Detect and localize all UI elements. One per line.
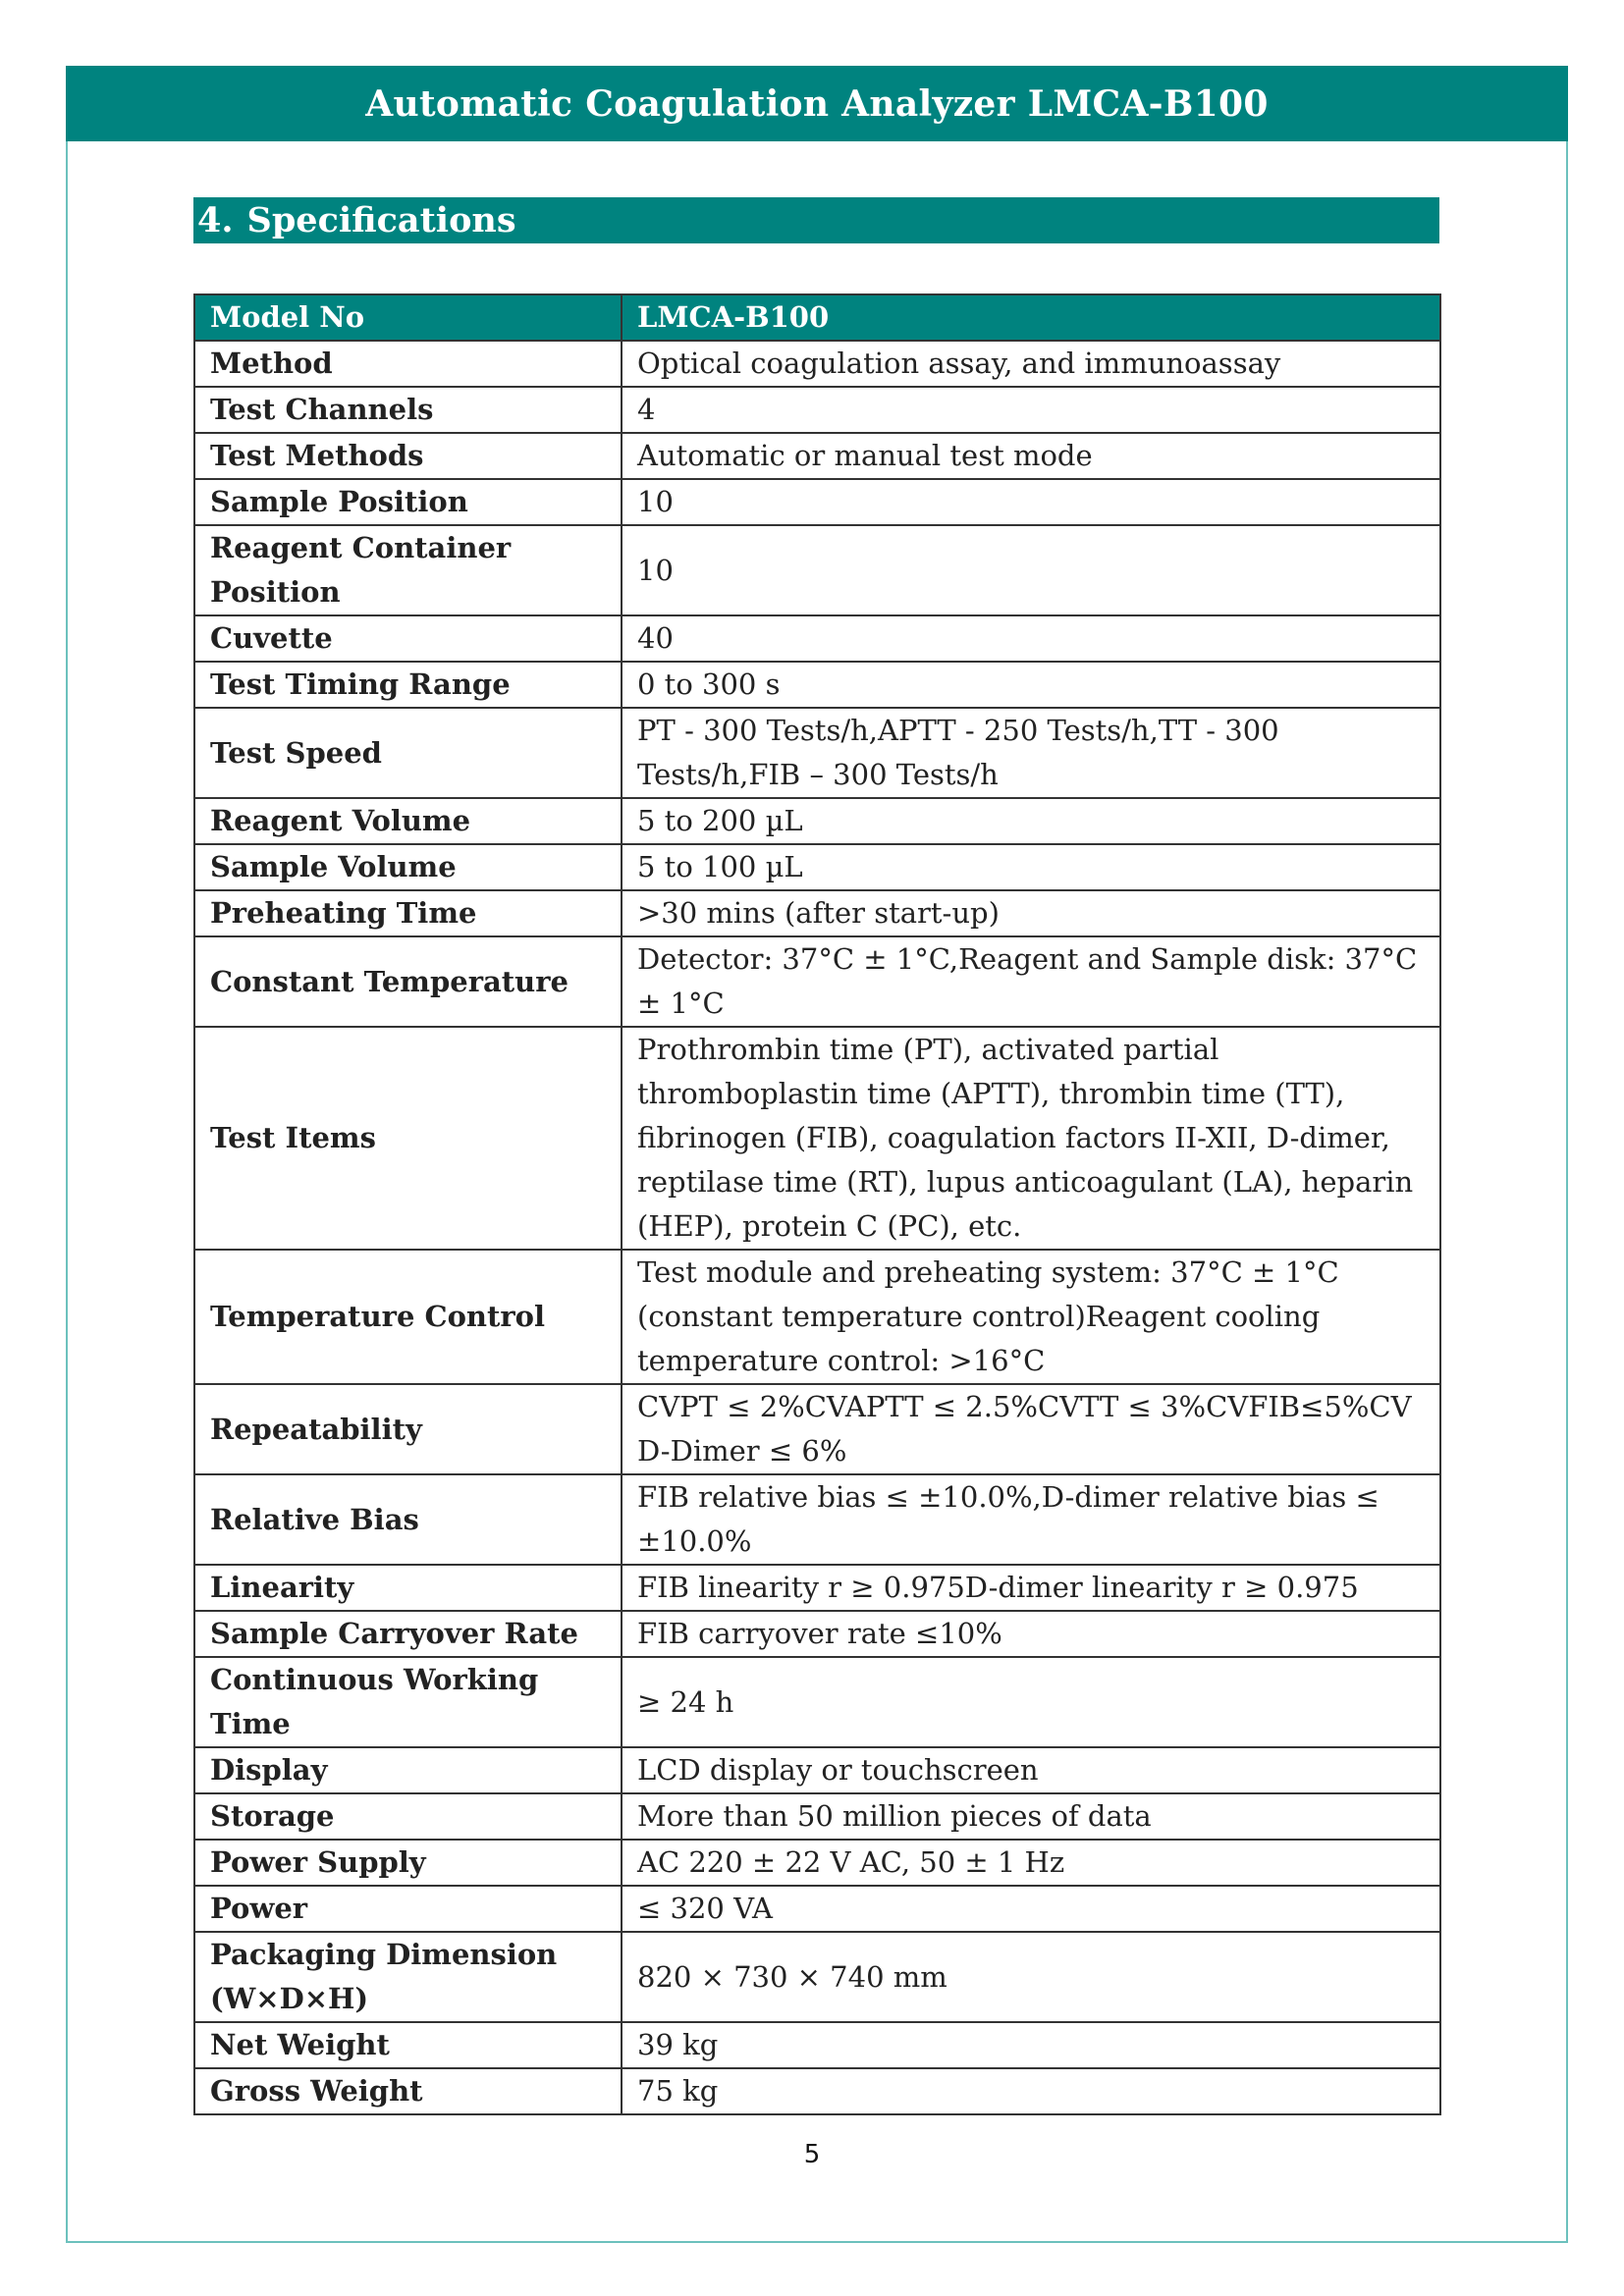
spec-label: Sample Volume	[194, 844, 622, 890]
table-row	[194, 844, 1440, 890]
table-row	[194, 615, 1440, 662]
spec-label: Test Channels	[194, 387, 622, 433]
table-row	[194, 525, 1440, 615]
spec-label: Gross Weight	[194, 2068, 622, 2114]
spec-label: Relative Bias	[194, 1474, 622, 1565]
table-row	[194, 1793, 1440, 1840]
table-row	[194, 798, 1440, 844]
table-row	[194, 1565, 1440, 1611]
spec-value: 4	[622, 387, 1440, 433]
table-row	[194, 662, 1440, 708]
spec-label: Repeatability	[194, 1384, 622, 1474]
document-title: Automatic Coagulation Analyzer LMCA-B100	[365, 82, 1269, 125]
spec-value: FIB relative bias ≤ ±10.0%,D-dimer relative bias ≤ ±10.0%	[622, 1474, 1440, 1565]
table-row	[194, 2068, 1440, 2114]
table-row	[194, 341, 1440, 387]
spec-label: Test Timing Range	[194, 662, 622, 708]
spec-label: Method	[194, 341, 622, 387]
spec-label: Packaging Dimension (W×D×H)	[194, 1932, 622, 2022]
table-row	[194, 1657, 1440, 1747]
spec-label: Test Methods	[194, 433, 622, 479]
spec-value: Test module and preheating system: 37°C ± 1°C (constant temperature control)Reagent cooling temperature control: >16°C	[622, 1250, 1440, 1384]
spec-label: Storage	[194, 1793, 622, 1840]
spec-label: Display	[194, 1747, 622, 1793]
spec-value: 40	[622, 615, 1440, 662]
spec-value: 10	[622, 479, 1440, 525]
spec-label: Power Supply	[194, 1840, 622, 1886]
table-row	[194, 890, 1440, 936]
spec-value: 75 kg	[622, 2068, 1440, 2114]
spec-label: Test Items	[194, 1027, 622, 1250]
table-row	[194, 1932, 1440, 2022]
spec-value: PT - 300 Tests/h,APTT - 250 Tests/h,TT - 300 Tests/h,FIB – 300 Tests/h	[622, 708, 1440, 798]
section-title: Specifications	[246, 200, 516, 240]
spec-label: Temperature Control	[194, 1250, 622, 1384]
specifications-table	[193, 294, 1441, 2115]
spec-label: Continuous Working Time	[194, 1657, 622, 1747]
spec-value: FIB linearity r ≥ 0.975D-dimer linearity r ≥ 0.975	[622, 1565, 1440, 1611]
spec-value: 39 kg	[622, 2022, 1440, 2068]
table-row	[194, 2022, 1440, 2068]
spec-label: Linearity	[194, 1565, 622, 1611]
spec-label: Preheating Time	[194, 890, 622, 936]
spec-label: Reagent Container Position	[194, 525, 622, 615]
spec-label: Reagent Volume	[194, 798, 622, 844]
section-heading	[193, 197, 1439, 243]
spec-label: Power	[194, 1886, 622, 1932]
table-row	[194, 1250, 1440, 1384]
spec-label: Cuvette	[194, 615, 622, 662]
spec-value: Optical coagulation assay, and immunoassay	[622, 341, 1440, 387]
spec-label: Net Weight	[194, 2022, 622, 2068]
spec-value: ≥ 24 h	[622, 1657, 1440, 1747]
spec-value: Prothrombin time (PT), activated partial thromboplastin time (APTT), thrombin time (TT), fibrinogen (FIB), coagulation factors II-XII, D-dimer, reptilase time (RT), lupus anticoagulant (LA), heparin (HEP), protein C (PC), etc.	[622, 1027, 1440, 1250]
table-row	[194, 433, 1440, 479]
spec-value: 5 to 100 µL	[622, 844, 1440, 890]
table-row	[194, 1747, 1440, 1793]
spec-value: 820 × 730 × 740 mm	[622, 1932, 1440, 2022]
spec-label: Sample Carryover Rate	[194, 1611, 622, 1657]
table-row	[194, 1384, 1440, 1474]
spec-value: 5 to 200 µL	[622, 798, 1440, 844]
table-row	[194, 1027, 1440, 1250]
document-title-banner	[66, 66, 1568, 141]
specifications-body	[194, 341, 1440, 2114]
spec-value: 10	[622, 525, 1440, 615]
spec-value: LCD display or touchscreen	[622, 1747, 1440, 1793]
table-row	[194, 479, 1440, 525]
header-value-cell: LMCA-B100	[622, 294, 1440, 341]
spec-value: FIB carryover rate ≤10%	[622, 1611, 1440, 1657]
spec-value: More than 50 million pieces of data	[622, 1793, 1440, 1840]
table-row	[194, 1611, 1440, 1657]
table-header-row	[194, 294, 1440, 341]
table-row	[194, 1886, 1440, 1932]
spec-value: >30 mins (after start-up)	[622, 890, 1440, 936]
spec-value: AC 220 ± 22 V AC, 50 ± 1 Hz	[622, 1840, 1440, 1886]
table-row	[194, 1474, 1440, 1565]
section-number: 4.	[197, 200, 234, 240]
spec-value: CVPT ≤ 2%CVAPTT ≤ 2.5%CVTT ≤ 3%CVFIB≤5%CV D-Dimer ≤ 6%	[622, 1384, 1440, 1474]
spec-value: ≤ 320 VA	[622, 1886, 1440, 1932]
page-number: 5	[803, 2140, 821, 2169]
spec-label: Constant Temperature	[194, 936, 622, 1027]
spec-label: Sample Position	[194, 479, 622, 525]
spec-value: 0 to 300 s	[622, 662, 1440, 708]
table-row	[194, 708, 1440, 798]
spec-value: Automatic or manual test mode	[622, 433, 1440, 479]
table-row	[194, 936, 1440, 1027]
spec-label: Test Speed	[194, 708, 622, 798]
table-row	[194, 1840, 1440, 1886]
table-row	[194, 387, 1440, 433]
header-label-cell: Model No	[194, 294, 622, 341]
spec-value: Detector: 37°C ± 1°C,Reagent and Sample disk: 37°C ± 1°C	[622, 936, 1440, 1027]
